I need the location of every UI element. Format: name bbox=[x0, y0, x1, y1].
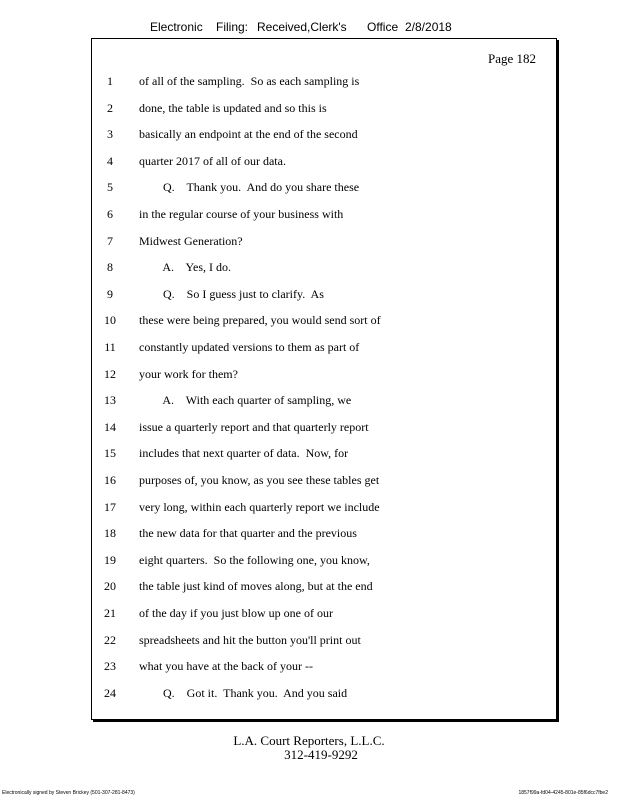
line-text: in the regular course of your business with bbox=[139, 207, 344, 221]
line-number: 6 bbox=[107, 207, 113, 221]
header-date: 2/8/2018 bbox=[405, 20, 452, 34]
line-number: 13 bbox=[104, 393, 116, 408]
line-number: 24 bbox=[104, 685, 116, 700]
line-text: of all of the sampling. So as each sampling is bbox=[139, 74, 360, 88]
line-number: 14 bbox=[104, 419, 116, 434]
transcript-line bbox=[92, 659, 556, 679]
line-text: of the day if you just blow up one of our bbox=[139, 606, 333, 620]
footer-company: L.A. Court Reporters, L.L.C. bbox=[233, 733, 385, 748]
transcript-line bbox=[92, 367, 556, 387]
transcript-line bbox=[92, 420, 556, 440]
line-number: 9 bbox=[107, 286, 113, 301]
transcript-line bbox=[92, 579, 556, 599]
line-text: Q. So I guess just to clarify. As bbox=[139, 286, 324, 301]
line-number: 3 bbox=[107, 127, 113, 142]
line-number: 19 bbox=[104, 552, 116, 567]
line-text: spreadsheets and hit the button you'll print out bbox=[139, 632, 361, 647]
electronic-signature: Electronically signed by Steven Brickey (501-307-281-8473) bbox=[2, 790, 135, 796]
line-number: 20 bbox=[104, 579, 116, 594]
transcript-line bbox=[92, 446, 556, 466]
transcript-line bbox=[92, 686, 556, 706]
line-text: basically an endpoint at the end of the second bbox=[139, 127, 358, 142]
transcript-line bbox=[92, 340, 556, 360]
transcript-line bbox=[92, 633, 556, 653]
line-text: the table just kind of moves along, but at the end bbox=[139, 579, 373, 594]
transcript-line bbox=[92, 473, 556, 493]
document-hash: 1857f99a-fd04-4245-801e-85f6dcc7fbe2 bbox=[518, 790, 608, 796]
line-text: A. With each quarter of sampling, we bbox=[139, 393, 352, 408]
transcript-line bbox=[92, 154, 556, 174]
transcript-line bbox=[92, 313, 556, 333]
line-text: what you have at the back of your -- bbox=[139, 659, 313, 674]
line-text: constantly updated versions to them as part of bbox=[139, 340, 360, 354]
header-filing: Filing: bbox=[216, 20, 249, 34]
transcript-line bbox=[92, 127, 556, 147]
line-text: Q. Thank you. And do you share these bbox=[139, 180, 360, 195]
line-text: the new data for that quarter and the previous bbox=[139, 526, 357, 541]
transcript-line bbox=[92, 526, 556, 546]
line-text: eight quarters. So the following one, you know, bbox=[139, 552, 370, 567]
line-number: 1 bbox=[107, 74, 113, 88]
line-text: quarter 2017 of all of our data. bbox=[139, 153, 286, 168]
line-text: Q. Got it. Thank you. And you said bbox=[139, 685, 348, 700]
transcript-line bbox=[92, 287, 556, 307]
header-received: Received,Clerk's bbox=[257, 20, 347, 34]
line-number: 16 bbox=[104, 473, 116, 487]
line-number: 11 bbox=[104, 340, 116, 354]
line-number: 15 bbox=[104, 446, 116, 461]
line-number: 18 bbox=[104, 526, 116, 541]
line-number: 4 bbox=[107, 153, 113, 168]
transcript-line bbox=[92, 101, 556, 121]
line-number: 2 bbox=[107, 100, 113, 115]
header-office: Office bbox=[367, 20, 399, 34]
transcript-line bbox=[92, 553, 556, 573]
line-number: 12 bbox=[104, 366, 116, 381]
line-number: 10 bbox=[104, 313, 116, 328]
transcript-line bbox=[92, 207, 556, 227]
line-number: 17 bbox=[104, 499, 116, 514]
transcript-line bbox=[92, 234, 556, 254]
line-text: A. Yes, I do. bbox=[139, 260, 232, 275]
line-number: 8 bbox=[107, 260, 113, 275]
line-text: done, the table is updated and so this is bbox=[139, 100, 327, 115]
line-number: 23 bbox=[104, 659, 116, 674]
line-text: your work for them? bbox=[139, 366, 238, 381]
transcript-line bbox=[92, 500, 556, 520]
line-text: purposes of, you know, as you see these tables get bbox=[139, 473, 380, 487]
page-number: Page 182 bbox=[487, 51, 536, 66]
line-number: 21 bbox=[104, 606, 116, 620]
transcript-page bbox=[91, 38, 557, 720]
line-text: Midwest Generation? bbox=[139, 233, 243, 248]
transcript-line bbox=[92, 393, 556, 413]
line-number: 7 bbox=[107, 233, 113, 248]
line-text: issue a quarterly report and that quarterly report bbox=[139, 419, 369, 434]
transcript-line bbox=[92, 260, 556, 280]
line-text: very long, within each quarterly report we include bbox=[139, 499, 380, 514]
footer-phone: 312-419-9292 bbox=[284, 747, 358, 762]
line-text: these were being prepared, you would send sort of bbox=[139, 313, 381, 328]
transcript-line bbox=[92, 180, 556, 200]
line-number: 22 bbox=[104, 632, 116, 647]
header-electronic: Electronic bbox=[150, 20, 203, 34]
transcript-line bbox=[92, 74, 556, 94]
line-number: 5 bbox=[107, 180, 113, 195]
line-text: includes that next quarter of data. Now, for bbox=[139, 446, 349, 461]
transcript-line bbox=[92, 606, 556, 626]
